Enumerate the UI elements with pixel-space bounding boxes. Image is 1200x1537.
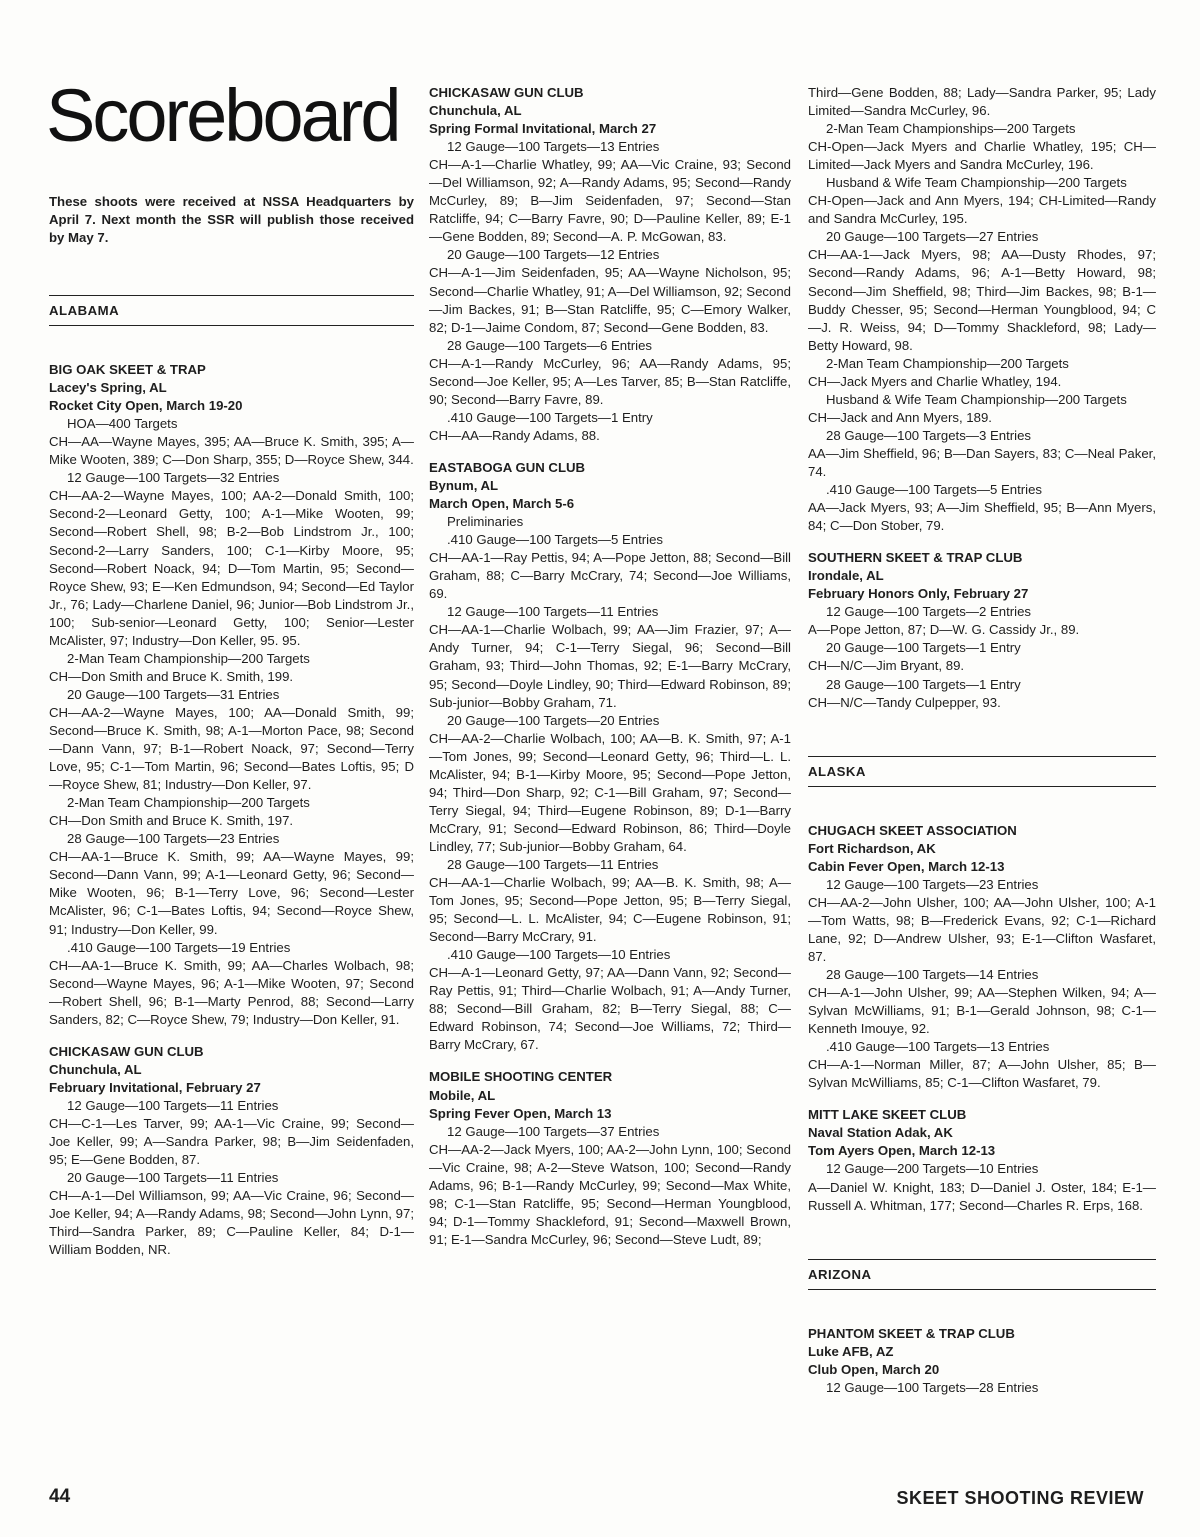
result-text: CH—AA-2—Jack Myers, 100; AA-2—John Lynn, 100; Second—Vic Craine, 98; A-2—Steve Watson, 100; Second—Randy Adams, 96; B-1—Randy McCurley, 99; Second—Max White, 98; C-1—Stan Ratcliffe, 95; Second—Herman Youngblood, 94; D-1—Tommy Shackleford, 91; Second—Maxwell Brown, 91; E-1—Sandra McCurley, 96; Second—Steve Ludt, 89;: [429, 1141, 791, 1247]
state-heading-alaska: ALASKA: [808, 756, 1156, 787]
event-category: 20 Gauge—100 Targets—11 Entries: [67, 1170, 279, 1186]
result-text: CH—A-1—Jim Seidenfaden, 95; AA—Wayne Nicholson, 95; Second—Charlie Whatley, 91; A—Del Williamson, 92; Second—Jim Backes, 91; B—Stan Ratcliffe, 95; C—Emory Walker, 82; D-1—Jaime Condom, 87; Second—Gene Bodden, 83.: [429, 265, 791, 335]
event-category: 28 Gauge—100 Targets—14 Entries: [826, 967, 1039, 983]
event-category: 2-Man Team Championship—200 Targets: [826, 355, 1069, 371]
result-text: CH—A-1—Randy McCurley, 96; AA—Randy Adams, 95; Second—Joe Keller, 95; A—Les Tarver, 85; B—Stan Ratcliffe, 90; Second—Barry Favre, 89.: [429, 355, 791, 407]
event-category: 28 Gauge—100 Targets—6 Entries: [447, 337, 653, 353]
club-entry: [429, 459, 791, 1055]
result-text: CH—Don Smith and Bruce K. Smith, 197.: [49, 813, 294, 829]
results-block: [808, 876, 1156, 1093]
event-title: February Invitational, February 27: [49, 1079, 261, 1095]
event-category: 12 Gauge—100 Targets—37 Entries: [447, 1123, 660, 1139]
result-text: AA—Jim Sheffield, 96; B—Dan Sayers, 83; C—Neal Paker, 74.: [808, 445, 1156, 479]
event-title: February Honors Only, February 27: [808, 586, 1029, 602]
event-title: Cabin Fever Open, March 12-13: [808, 858, 1005, 874]
club-location: Chunchula, AL: [49, 1061, 142, 1077]
event-category: 20 Gauge—100 Targets—12 Entries: [447, 247, 660, 263]
result-text: CH—AA—Randy Adams, 88.: [429, 427, 600, 443]
results-block: [429, 138, 791, 445]
event-category: Husband & Wife Team Championship—200 Targets: [826, 175, 1127, 191]
event-category: 12 Gauge—100 Targets—11 Entries: [447, 604, 659, 620]
result-text: CH—AA-2—Wayne Mayes, 100; AA-2—Donald Smith, 100; Second-2—Leonard Getty, 100; A-1—Mike Wooten, 99; Second—Robert Shell, 98; B-2—Bob Lindstrom Jr., 100; Second-2—Larry Sanders, 100; C-1—Kirby Moore, 95; Second—Robert Noack, 94; D—Tom Martin, 95; Second—Royce Shew, 93; E—Ken Edmundson, 94; Second—Ed Taylor Jr., 76; Lady—Charlene Daniel, 96; Junior—Bob Lindstrom Jr., 100; Sub-senior—Leonard Getty, 100; Senior—Lester McAlister, 97; Industry—Don Keller, 95. 95.: [49, 488, 414, 648]
result-text: A—Pope Jetton, 87; D—W. G. Cassidy Jr., 89.: [808, 622, 1080, 638]
result-text: CH—AA-1—Bruce K. Smith, 99; AA—Charles Wolbach, 98; Second—Wayne Mayes, 96; A-1—Mike Wooten, 97; Second—Robert Shell, 96; B-1—Marty Penrod, 88; Second—Larry Sanders, 82; C—Royce Shew, 79; Industry—Don Keller, 91.: [49, 957, 414, 1027]
club-location: Mobile, AL: [429, 1087, 496, 1103]
event-title: Club Open, March 20: [808, 1361, 940, 1377]
result-text: CH—AA-1—Charlie Wolbach, 99; AA—Jim Frazier, 97; A—Andy Turner, 94; C-1—Terry Siegal, 96; Second—Bill Graham, 93; Third—John Thomas, 92; E-1—Barry McCrary, 95; Second—Doyle Lindley, 90; Third—Edward Robinson, 89; Sub-junior—Bobby Graham, 71.: [429, 622, 791, 710]
result-text: CH—Jack and Ann Myers, 189.: [808, 409, 992, 425]
masthead-title: Scoreboard: [46, 74, 399, 157]
event-category: 2-Man Team Championship—200 Targets: [67, 795, 310, 811]
result-text: AA—Jack Myers, 93; A—Jim Sheffield, 95; B—Ann Myers, 84; C—Don Stober, 79.: [808, 500, 1156, 534]
result-text: CH-Open—Jack and Ann Myers, 194; CH-Limited—Randy and Sandra McCurley, 195.: [808, 193, 1156, 227]
result-text: A—Daniel W. Knight, 183; D—Daniel J. Oster, 184; E-1—Russell A. Whitman, 177; Second—Charles R. Erps, 168.: [808, 1179, 1156, 1213]
results-block: [429, 1123, 791, 1249]
result-text: CH—A-1—Norman Miller, 87; A—John Ulsher, 85; B—Sylvan McWilliams, 85; C-1—Clifton Wasfaret, 79.: [808, 1057, 1156, 1091]
result-text: CH-Open—Jack Myers and Charlie Whatley, 195; CH—Limited—Jack Myers and Sandra McCurley, 196.: [808, 139, 1156, 173]
result-text: CH—A-1—Charlie Whatley, 99; AA—Vic Craine, 93; Second—Del Williamson, 92; A—Randy Adams, 95; Second—Randy McCurley, 89; B—Jim Seidenfaden, 97; Second—Stan Ratcliffe, 94; C—Barry Favre, 90; D—Pauline Keller, 89; E-1—Gene Bodden, 89; Second—A. P. McGowan, 83.: [429, 157, 791, 245]
club-location: Luke AFB, AZ: [808, 1343, 894, 1359]
club-name: BIG OAK SKEET & TRAP: [49, 362, 206, 378]
event-category: .410 Gauge—100 Targets—13 Entries: [826, 1039, 1050, 1055]
club-location: Lacey's Spring, AL: [49, 380, 167, 396]
intro-note: These shoots were received at NSSA Headquarters by April 7. Next month the SSR will publish those received by May 7.: [49, 194, 414, 245]
result-text: CH—AA-2—Charlie Wolbach, 100; AA—B. K. Smith, 97; A-1—Tom Jones, 99; Second—Leonard Getty, 96; Third—L. L. McAlister, 94; B-1—Kirby Moore, 95; Second—Pope Jetton, 94; Third—Don Sharp, 92; C-1—Bill Graham, 97; Second—Terry Siegal, 94; Third—Eugene Robinson, 89; D-1—Barry McCrary, 91; Second—Edward Robinson, 86; Third—Doyle Lindley, 77; Sub-junior—Bobby Graham, 64.: [429, 730, 791, 854]
column-1: [46, 0, 414, 1259]
club-name: MOBILE SHOOTING CENTER: [429, 1069, 613, 1085]
event-title: March Open, March 5-6: [429, 496, 575, 512]
event-category: 2-Man Team Championships—200 Targets: [826, 121, 1076, 137]
club-entry: [49, 1043, 414, 1260]
club-entry: [429, 1068, 791, 1248]
state-heading-arizona: ARIZONA: [808, 1259, 1156, 1290]
event-category: 28 Gauge—100 Targets—1 Entry: [826, 676, 1021, 692]
event-category: 28 Gauge—100 Targets—3 Entries: [826, 427, 1032, 443]
event-category: .410 Gauge—100 Targets—5 Entries: [447, 532, 664, 548]
state-heading-alabama: ALABAMA: [49, 295, 414, 326]
event-category: 12 Gauge—100 Targets—28 Entries: [826, 1379, 1039, 1395]
result-text: CH—A-1—John Ulsher, 99; AA—Stephen Wilken, 94; A—Sylvan McWilliams, 91; B-1—Gerald Johnson, 98; C-1—Kenneth Imouye, 92.: [808, 985, 1156, 1037]
result-text: CH—AA-1—Jack Myers, 98; AA—Dusty Rhodes, 97; Second—Randy Adams, 96; A-1—Betty Howard, 98; Second—Jim Sheffield, 98; Third—Jim Backes, 98; B-1—Buddy Chesser, 95; Second—Herman Youngblood, 94; C—J. R. Weiss, 94; D—Tommy Shackleford, 98; Lady—Betty Howard, 98.: [808, 247, 1156, 353]
publication-title: SKEET SHOOTING REVIEW: [896, 1488, 1144, 1508]
event-category: 28 Gauge—100 Targets—11 Entries: [447, 856, 659, 872]
club-location: Chunchula, AL: [429, 103, 522, 119]
page-number: 44: [49, 1486, 71, 1507]
results-block: [808, 1379, 1156, 1397]
column-2: [429, 84, 791, 1249]
result-text: CH—AA-1—Charlie Wolbach, 99; AA—B. K. Smith, 98; A—Tom Jones, 95; Second—Pope Jetton, 95; B—Terry Siegal, 95; Second—L. L. McAlister, 94; C—Eugene Robinson, 91; Second—Barry McCrary, 91.: [429, 875, 791, 945]
event-title: Spring Fever Open, March 13: [429, 1105, 612, 1121]
club-name: SOUTHERN SKEET & TRAP CLUB: [808, 550, 1023, 566]
club-location: Fort Richardson, AK: [808, 840, 936, 856]
result-text: CH—N/C—Tandy Culpepper, 93.: [808, 694, 1001, 710]
event-category: 20 Gauge—100 Targets—1 Entry: [826, 640, 1021, 656]
results-block: [808, 603, 1156, 711]
club-location: Bynum, AL: [429, 477, 499, 493]
result-text: CH—Don Smith and Bruce K. Smith, 199.: [49, 668, 294, 684]
event-category: HOA—400 Targets: [67, 416, 178, 432]
result-text: CH—AA-2—Wayne Mayes, 100; AA—Donald Smith, 99; Second—Bruce K. Smith, 98; A-1—Morton Pace, 98; Second—Dann Vann, 97; B-1—Robert Noack, 97; Second—Terry Love, 95; C-1—Tom Martin, 96; Second—Bates Loftis, 95; D—Royce Shew, 81; Industry—Don Keller, 97.: [49, 704, 414, 793]
event-category: .410 Gauge—100 Targets—1 Entry: [447, 409, 653, 425]
event-title: Tom Ayers Open, March 12-13: [808, 1143, 996, 1159]
results-block: [49, 415, 414, 1029]
event-category: 12 Gauge—100 Targets—32 Entries: [67, 470, 280, 486]
result-text: CH—A-1—Del Williamson, 99; AA—Vic Craine, 96; Second—Joe Keller, 94; A—Randy Adams, 98; Second—John Lynn, 97; Third—Sandra Parker, 89; C—Pauline Keller, 84; D-1—William Bodden, NR.: [49, 1188, 414, 1258]
club-name: EASTABOGA GUN CLUB: [429, 459, 586, 475]
club-entry: [808, 1325, 1156, 1397]
club-entry: [808, 1106, 1156, 1214]
result-text: CH—N/C—Jim Bryant, 89.: [808, 658, 965, 674]
event-category: .410 Gauge—100 Targets—10 Entries: [447, 947, 671, 963]
event-category: Preliminaries: [447, 514, 524, 530]
event-category: 20 Gauge—100 Targets—20 Entries: [447, 712, 660, 728]
event-category: 12 Gauge—200 Targets—10 Entries: [826, 1161, 1039, 1177]
results-block: [429, 513, 791, 1054]
club-entry: [808, 549, 1156, 711]
results-block-continued: [808, 84, 1156, 535]
club-entry: [808, 822, 1156, 1093]
club-name: MITT LAKE SKEET CLUB: [808, 1107, 967, 1123]
result-text: Third—Gene Bodden, 88; Lady—Sandra Parker, 95; Lady Limited—Sandra McCurley, 96.: [808, 85, 1156, 119]
club-name: PHANTOM SKEET & TRAP CLUB: [808, 1325, 1015, 1341]
club-name: CHUGACH SKEET ASSOCIATION: [808, 822, 1017, 838]
results-block: [808, 1160, 1156, 1214]
event-category: .410 Gauge—100 Targets—19 Entries: [67, 939, 291, 955]
event-category: 20 Gauge—100 Targets—31 Entries: [67, 686, 280, 702]
event-title: Rocket City Open, March 19-20: [49, 398, 243, 414]
club-location: Irondale, AL: [808, 568, 884, 584]
result-text: CH—C-1—Les Tarver, 99; AA-1—Vic Craine, 99; Second—Joe Keller, 99; A—Sandra Parker, 98; B—Jim Seidenfaden, 95; E—Gene Bodden, 87.: [49, 1115, 414, 1168]
result-text: CH—AA-1—Ray Pettis, 94; A—Pope Jetton, 88; Second—Bill Graham, 88; C—Barry McCrary, 74; Second—Joe Williams, 69.: [429, 550, 791, 602]
results-block: [49, 1097, 414, 1259]
event-category: 2-Man Team Championship—200 Targets: [67, 650, 310, 666]
event-title: Spring Formal Invitational, March 27: [429, 121, 657, 137]
event-category: 12 Gauge—100 Targets—2 Entries: [826, 604, 1032, 620]
column-3: [808, 84, 1156, 1397]
event-category: 20 Gauge—100 Targets—27 Entries: [826, 229, 1039, 245]
club-entry: [49, 361, 414, 1029]
event-category: 12 Gauge—100 Targets—13 Entries: [447, 139, 660, 155]
event-category: 12 Gauge—100 Targets—23 Entries: [826, 876, 1039, 892]
result-text: CH—AA—Wayne Mayes, 395; AA—Bruce K. Smith, 395; A—Mike Wooten, 389; C—Don Sharp, 355; D—Royce Shew, 344.: [49, 434, 414, 468]
event-category: .410 Gauge—100 Targets—5 Entries: [826, 482, 1043, 498]
club-name: CHICKASAW GUN CLUB: [49, 1043, 204, 1059]
club-name: CHICKASAW GUN CLUB: [429, 85, 584, 100]
result-text: CH—Jack Myers and Charlie Whatley, 194.: [808, 373, 1062, 389]
event-category: 12 Gauge—100 Targets—11 Entries: [67, 1097, 279, 1113]
event-category: 28 Gauge—100 Targets—23 Entries: [67, 831, 280, 847]
event-category: Husband & Wife Team Championship—200 Targets: [826, 391, 1127, 407]
result-text: CH—AA-1—Bruce K. Smith, 99; AA—Wayne Mayes, 99; Second—Dann Vann, 99; A-1—Leonard Getty, 96; Second—Mike Wooten, 96; B-1—Terry Love, 96; Second—Lester McAlister, 96; C-1—Bates Loftis, 94; Second—Royce Shew, 91; Industry—Don Keller, 99.: [49, 849, 414, 937]
club-entry: [429, 84, 791, 445]
result-text: CH—A-1—Leonard Getty, 97; AA—Dann Vann, 92; Second—Ray Pettis, 91; Third—Charlie Wolbach, 91; A—Andy Turner, 88; Second—Bill Graham, 82; B—Terry Siegal, 88; C—Edward Robinson, 74; Second—Joe Williams, 72; Third—Barry McCrary, 67.: [429, 965, 791, 1053]
club-location: Naval Station Adak, AK: [808, 1125, 953, 1141]
result-text: CH—AA-2—John Ulsher, 100; AA—John Ulsher, 100; A-1—Tom Watts, 98; B—Frederick Evans, 92; C-1—Richard Lane, 92; D—Andrew Ulsher, 93; E-1—Clifton Wasfaret, 87.: [808, 894, 1156, 964]
